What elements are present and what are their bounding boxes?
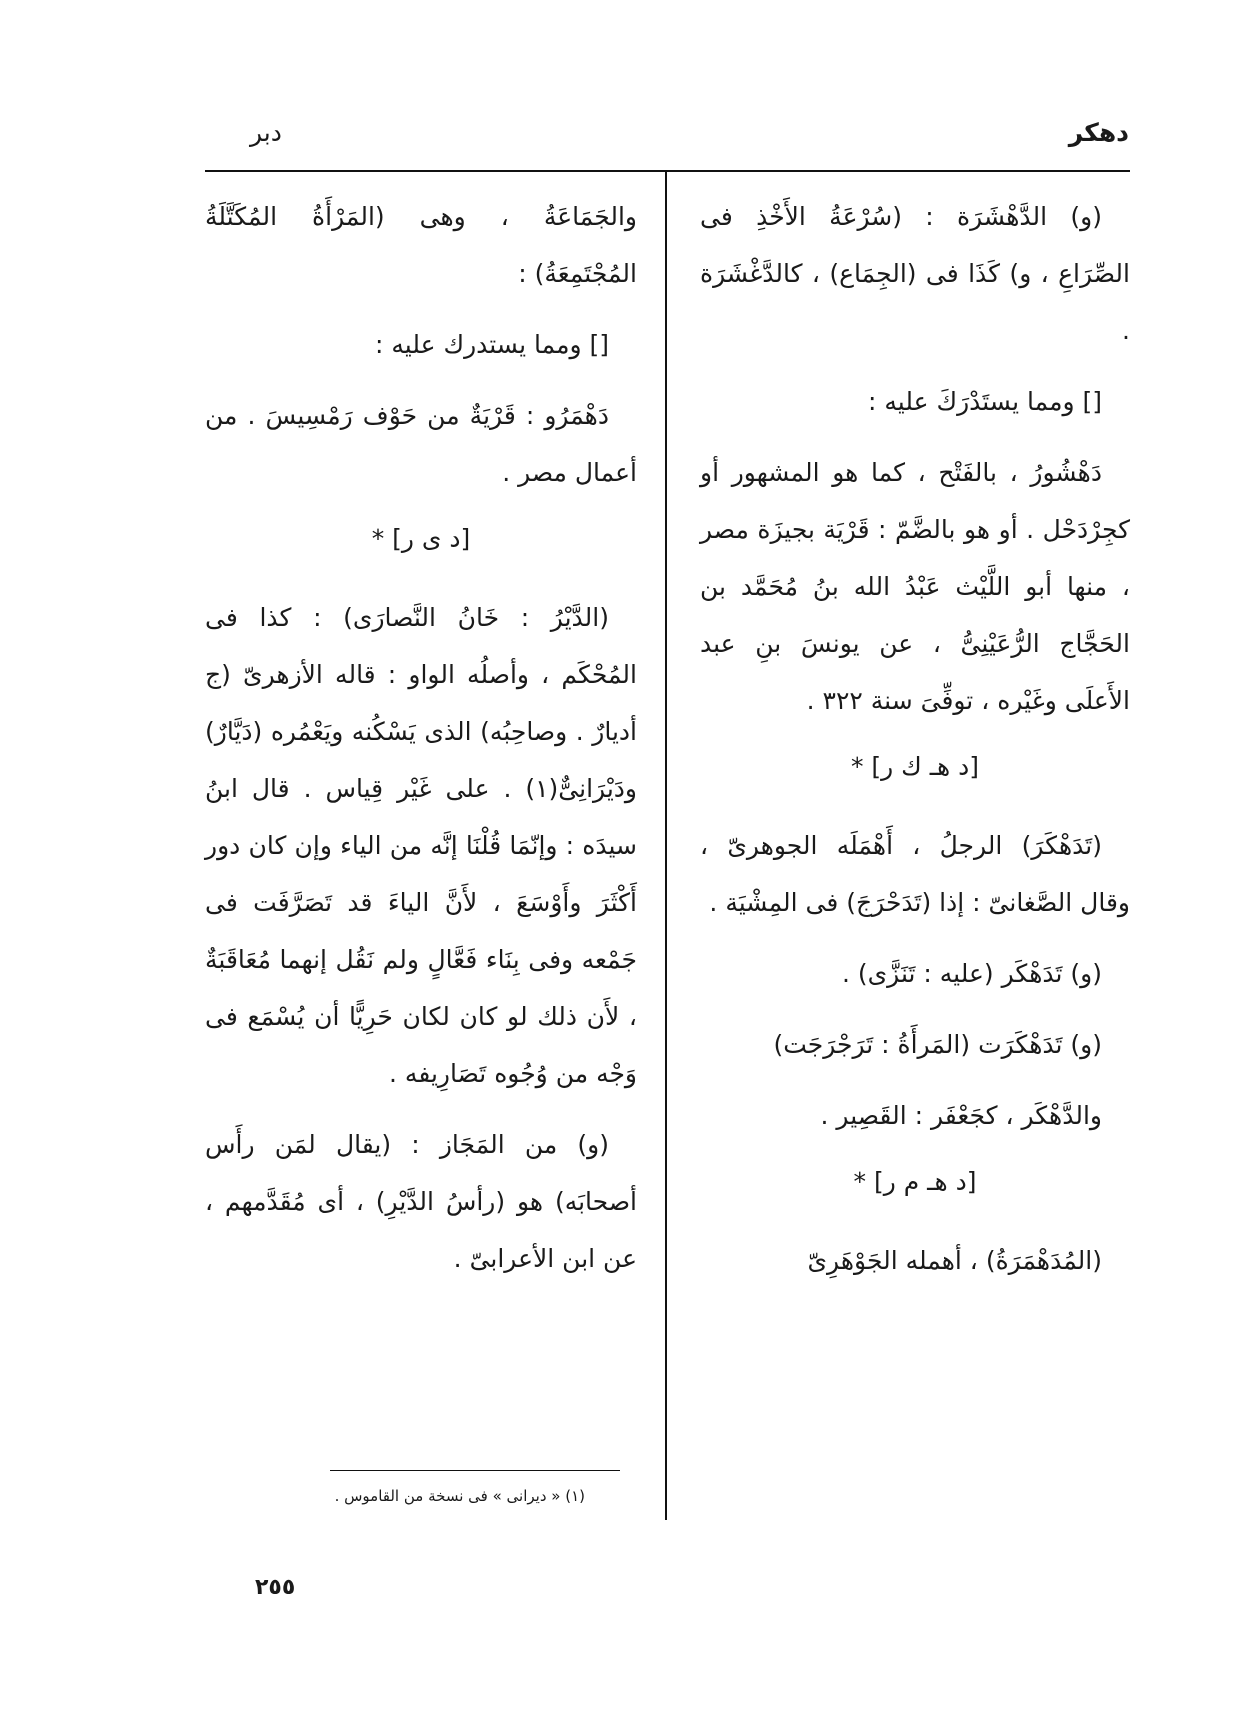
footnote-area: [330, 1470, 620, 1507]
entry-dahmaru: دَهْمَرُو : قَرْيَةٌ من حَوْف رَمْسِيسَ . من أعمال مصر .: [205, 401, 637, 487]
footnote-rule: [330, 1470, 620, 1471]
left-column: [205, 188, 637, 1301]
running-header-left: دبر: [250, 118, 282, 147]
entry-continuation: والجَمَاعَةُ ، وهى (المَرْأَةُ المُكَتَّلَةُ المُجْتَمِعَةُ) :: [205, 202, 637, 288]
entry-ras-aldayr: (و) من المَجَاز : (يقال لمَن رأَس أصحابَه) هو (رأسُ الدَّيْرِ) ، أى مُقَدَّمهم ، عن ابن الأعرابىّ .: [205, 1130, 637, 1273]
page-number: ٢٥٥: [255, 1575, 296, 1600]
entry-dahkar: والدَّهْكَر ، كجَعْفَر : القَصِير .: [820, 1101, 1102, 1130]
section-heading-dhkr: [د هـ ك ر] *: [850, 752, 980, 781]
section-heading-dhmr: [د هـ م ر] *: [853, 1167, 977, 1196]
entry-tadahkar: (تَدَهْكَرَ) الرجلُ ، أَهْمَلَه الجوهرىّ ، وقال الصَّغانىّ : إذا (تَدَحْرَجَ) فى المِشْيَة .: [700, 831, 1130, 917]
entry-dahshur: دَهْشُورُ ، بالفَتْح ، كما هو المشهور أو كجِرْدَحْل . أو هو بالضَّمّ : قَرْيَة بجيزَة مصر ، منها أبو اللَّيْث عَبْدُ الله بنُ مُحَمَّد بن الحَجَّاج الرُّعَيْنِىُّ ، عن يونسَ بنِ عبد الأَعلَى وغَيْره ، توفِّىَ سنة ٣٢٢ .: [700, 458, 1130, 715]
footnote-text: (١) « ديرانى » فى نسخة من القاموس .: [334, 1487, 585, 1505]
section-heading-dyr: [د ى ر] *: [371, 524, 471, 553]
entry-tadahkarat: (و) تَدَهْكَرَت (المَرأَةُ : تَرَجْرَجَت): [773, 1030, 1102, 1059]
supplement-label-left: [] ومما يستدرك عليه :: [375, 330, 609, 359]
entry-mudahmara: (المُدَهْمَرَةُ) ، أهمله الجَوْهَرِىّ: [807, 1246, 1102, 1275]
header-rule: [205, 170, 1130, 172]
right-column: [700, 188, 1130, 1303]
supplement-label: [] ومما يستَدْرَكَ عليه :: [868, 387, 1102, 416]
column-divider: [665, 170, 667, 1520]
entry-tadahkar-alayh: (و) تَدَهْكَر (عليه : تَنَزَّى) .: [841, 959, 1102, 988]
entry-dahshara: (و) الدَّهْشَرَة : (سُرْعَةُ الأَخْذِ فى الصِّرَاعِ ، و) كَذَا فى (الجِمَاع) ، كالدَّغْشَرَة .: [700, 202, 1130, 345]
entry-dayr: (الدَّيْرُ : خَانُ النَّصارَى) : كذا فى المُحْكَم ، وأصلُه الواو : قاله الأزهرىّ (ج أديارٌ . وصاحِبُه) الذى يَسْكُنه ويَعْمُره (دَيَّارٌ) ودَيْرَانِىٌّ(١) . على غَيْر قِياس . قال ابنُ سيدَه : وإنّمَا قُلْنَا إنَّه من الياء وإن كان دور أَكْثَرَ وأَوْسَعَ ، لأَنَّ الياءَ قد تَصَرَّفَت فى جَمْعه وفى بِنَاء فَعَّالٍ ولم نَقُل إنهما مُعَاقَبَةٌ ، لأَن ذلك لو كان لكان حَرِيًّا أن يُسْمَع فى وَجْه من وُجُوه تَصَارِيفه .: [205, 603, 637, 1088]
running-header-right: دهكر: [1068, 118, 1129, 147]
